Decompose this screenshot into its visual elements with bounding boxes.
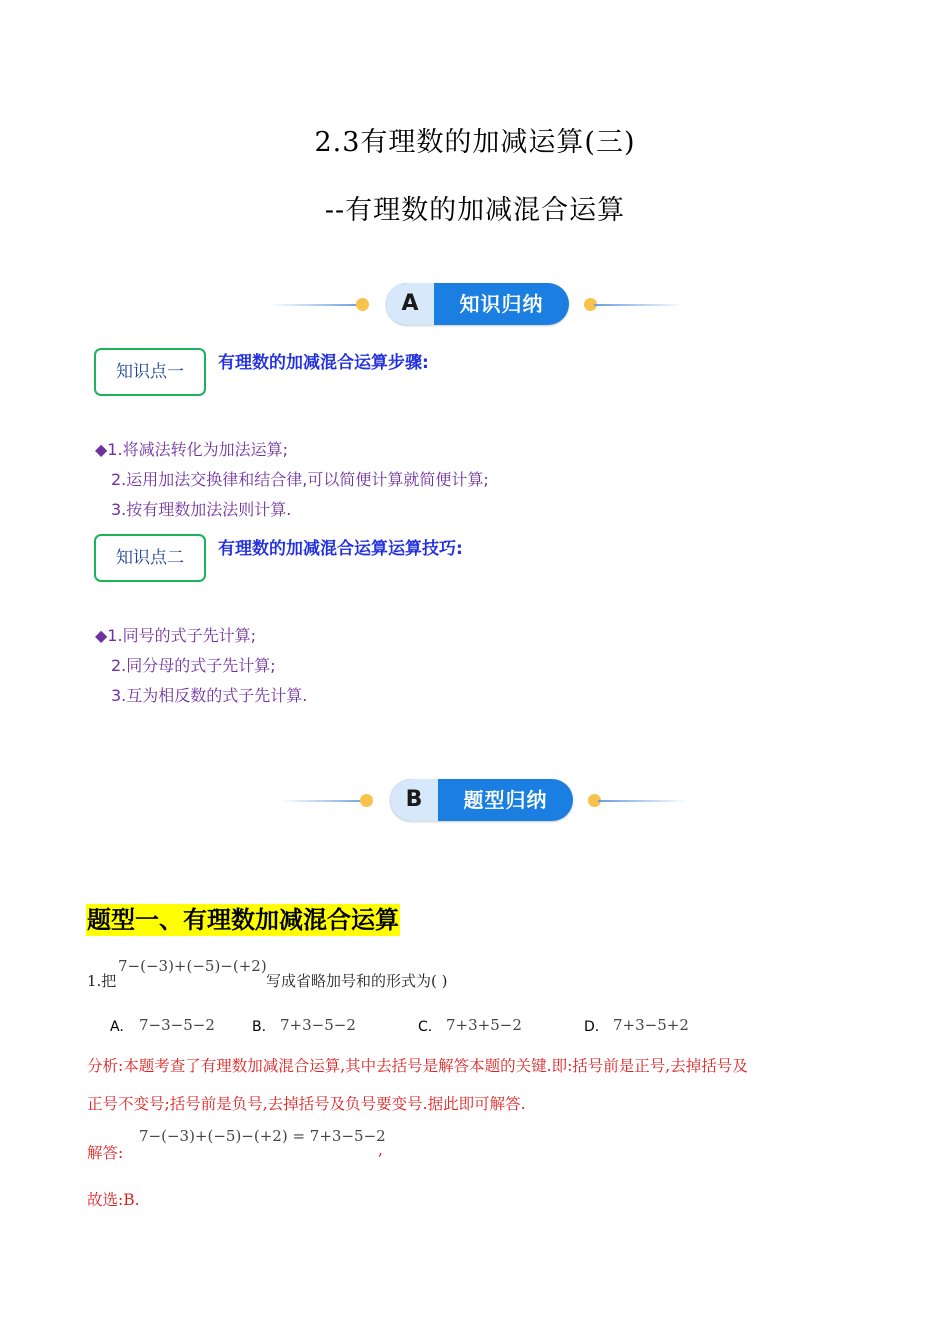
banner-letter: A (386, 283, 434, 325)
banner-letter: B (390, 779, 438, 821)
answer-tail: , (378, 1141, 383, 1159)
knowledge-2-item-3: 3.互为相反数的式子先计算. (111, 686, 308, 705)
option-b-value: 7+3−5−2 (280, 1016, 356, 1034)
analysis-line-2: 正号不变号;括号前是负号,去掉括号及负号要变号.据此即可解答. (87, 1095, 526, 1113)
knowledge-heading-1: 有理数的加减混合运算步骤: (218, 353, 429, 373)
option-b-label: B. (252, 1019, 267, 1035)
knowledge-1-item-1: ◆1.将减法转化为加法运算; (95, 440, 288, 459)
knowledge-heading-2: 有理数的加减混合运算运算技巧: (218, 539, 463, 559)
question-suffix: 写成省略加号和的形式为( ) (266, 972, 448, 990)
option-c-value: 7+3+5−2 (446, 1016, 522, 1034)
banner-line-left (270, 304, 360, 306)
option-d-value: 7+3−5+2 (613, 1016, 689, 1034)
question-expression: 7−(−3)+(−5)−(+2) (118, 957, 267, 975)
answer-label: 解答: (87, 1144, 124, 1162)
banner-pill (390, 779, 573, 821)
question-prefix: 1.把 (87, 972, 117, 990)
section-banner-a (0, 280, 950, 330)
knowledge-box-2: 知识点二 (94, 534, 206, 582)
knowledge-box-1: 知识点一 (94, 348, 206, 396)
banner-line-right (594, 304, 684, 306)
banner-line-left (280, 800, 370, 802)
option-a-value: 7−3−5−2 (139, 1016, 215, 1034)
section-banner-b (0, 776, 950, 826)
knowledge-2-item-1: ◆1.同号的式子先计算; (95, 626, 256, 645)
banner-label: 题型归纳 (463, 788, 548, 812)
question-type-title: 题型一、有理数加减混合运算 (87, 906, 399, 934)
banner-label: 知识归纳 (459, 292, 544, 316)
page-title: 2.3有理数的加减运算(三) (314, 127, 636, 158)
banner-dot-left (356, 298, 369, 311)
knowledge-1-item-3: 3.按有理数加法法则计算. (111, 500, 292, 519)
answer-choice: 故选:B. (87, 1191, 140, 1209)
analysis-line-1: 分析:本题考查了有理数加减混合运算,其中去括号是解答本题的关键.即:括号前是正号,去掉括号及 (87, 1057, 748, 1075)
answer-expression: 7−(−3)+(−5)−(+2) = 7+3−5−2 (139, 1127, 386, 1145)
knowledge-1-item-2: 2.运用加法交换律和结合律,可以简便计算就简便计算; (111, 470, 489, 489)
banner-pill (386, 283, 569, 325)
option-a-label: A. (110, 1019, 124, 1035)
knowledge-2-item-2: 2.同分母的式子先计算; (111, 656, 276, 675)
banner-line-right (598, 800, 688, 802)
banner-dot-left (360, 794, 373, 807)
page-subtitle: --有理数的加减混合运算 (324, 195, 626, 226)
option-d-label: D. (584, 1019, 600, 1035)
option-c-label: C. (418, 1019, 433, 1035)
